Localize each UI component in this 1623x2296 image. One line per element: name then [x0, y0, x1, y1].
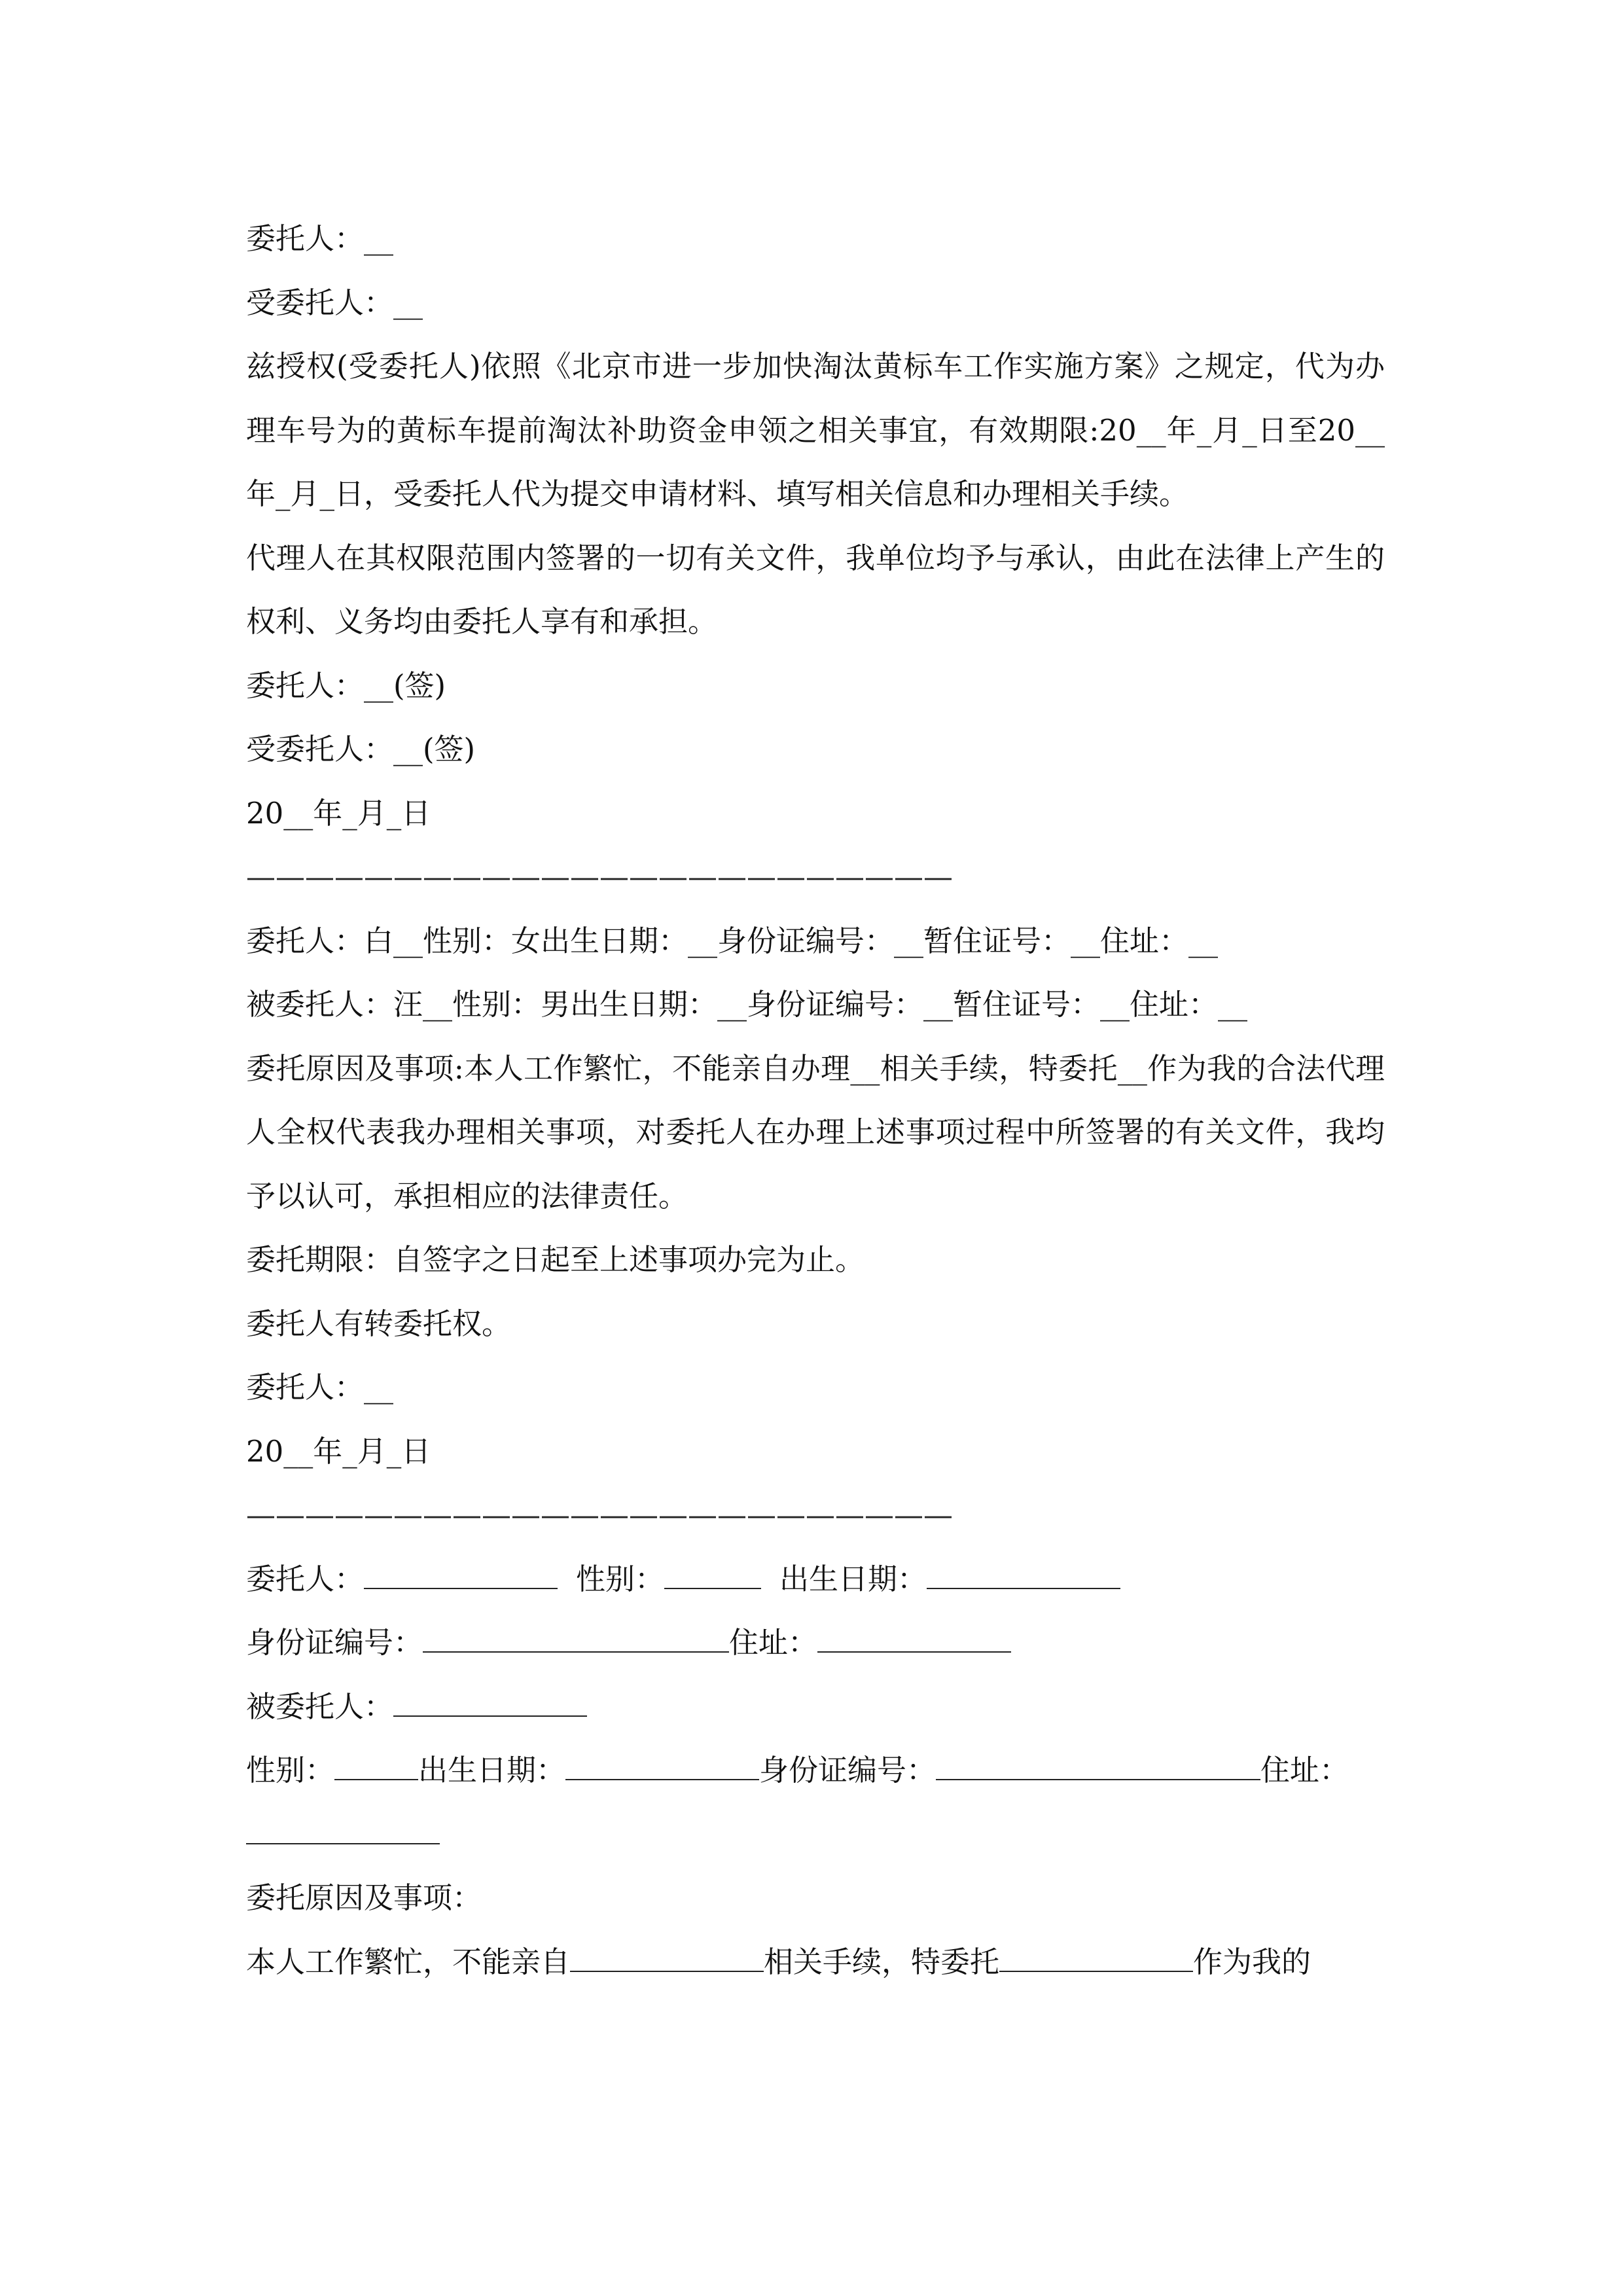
agent-id-blank[interactable] — [936, 1778, 1260, 1780]
s2-principal-info: 委托人：白__性别：女出生日期：__身份证编号：__暂住证号：__住址：__ — [246, 923, 1219, 958]
s3-id-label: 身份证编号： — [246, 1625, 423, 1660]
s1-authorization-paragraph: 兹授权(受委托人)依照《北京市进一步加快淘汰黄标车工作实施方案》之规定，代为办理车号为的黄标车提前淘汰补助资金申领之相关事宜，有效期限:20__年_月_日至20__年_月_日，受委托人代为提交申请材料、填写相关信息和办理相关手续。 — [246, 349, 1385, 511]
s2-principal-signature: 委托人：__ — [246, 1370, 394, 1405]
s3-address-label: 住址： — [729, 1625, 818, 1660]
s3-reason-label: 委托原因及事项： — [246, 1880, 482, 1915]
s2-term: 委托期限：自签字之日起至上述事项办完为止。 — [246, 1242, 865, 1277]
s1-agent: 受委托人：__ — [246, 285, 423, 320]
s1-agent-signature: 受委托人：__(签) — [246, 732, 476, 766]
agent-address-blank[interactable] — [246, 1842, 440, 1844]
s3-principal-label: 委托人： — [246, 1561, 365, 1596]
principal-birth-blank[interactable] — [927, 1587, 1120, 1589]
separator-2: ———————————————————————— — [246, 1498, 953, 1532]
principal-gender-blank[interactable] — [664, 1587, 761, 1589]
agent-name-blank[interactable] — [393, 1715, 587, 1717]
s3-reason-part3: 作为我的 — [1193, 1944, 1311, 1979]
s3-address-label-2: 住址： — [1260, 1753, 1349, 1787]
s2-transfer-right: 委托人有转委托权。 — [246, 1306, 512, 1341]
agent-birth-blank[interactable] — [565, 1778, 759, 1780]
s3-reason-part1: 本人工作繁忙，不能亲自 — [246, 1944, 571, 1979]
s3-reason-part2: 相关手续，特委托 — [764, 1944, 1000, 1979]
s3-id-row — [246, 1611, 1385, 1675]
s3-gender-label-2: 性别： — [246, 1753, 335, 1787]
separator-1: ———————————————————————— — [246, 859, 953, 894]
s3-principal-row — [246, 1547, 1385, 1611]
s2-agent-info: 被委托人：汪__性别：男出生日期：__身份证编号：__暂住证号：__住址：__ — [246, 987, 1248, 1022]
s1-liability-paragraph: 代理人在其权限范围内签署的一切有关文件，我单位均予与承认，由此在法律上产生的权利、义务均由委托人享有和承担。 — [246, 540, 1385, 639]
reason-matter-blank[interactable] — [570, 1970, 764, 1972]
s3-birth-label-2: 出生日期： — [418, 1753, 566, 1787]
s3-agent-row — [246, 1675, 1385, 1739]
principal-address-blank[interactable] — [817, 1651, 1011, 1653]
document-content — [246, 207, 1385, 1994]
s3-agent-address-row — [246, 1803, 1385, 1867]
s3-reason-row — [246, 1930, 1385, 1994]
s3-agent-details-row — [246, 1738, 1385, 1803]
s1-principal-signature: 委托人：__(签) — [246, 668, 446, 703]
s3-gender-label: 性别： — [576, 1561, 665, 1596]
reason-agent-blank[interactable] — [999, 1970, 1193, 1972]
s2-date: 20__年_月_日 — [246, 1433, 431, 1469]
s1-principal: 委托人：__ — [246, 221, 394, 256]
s2-reason-paragraph: 委托原因及事项:本人工作繁忙，不能亲自办理__相关手续，特委托__作为我的合法代理人全权代表我办理相关事项，对委托人在办理上述事项过程中所签署的有关文件，我均予以认可，承担相应的法律责任。 — [246, 1050, 1385, 1213]
principal-id-blank[interactable] — [423, 1651, 729, 1653]
agent-gender-blank[interactable] — [334, 1778, 418, 1780]
s1-date: 20__年_月_日 — [246, 795, 431, 831]
principal-name-blank[interactable] — [364, 1587, 558, 1589]
s3-id-label-2: 身份证编号： — [759, 1753, 936, 1787]
s3-birth-label: 出生日期： — [779, 1561, 927, 1596]
s3-agent-label: 被委托人： — [246, 1689, 394, 1724]
